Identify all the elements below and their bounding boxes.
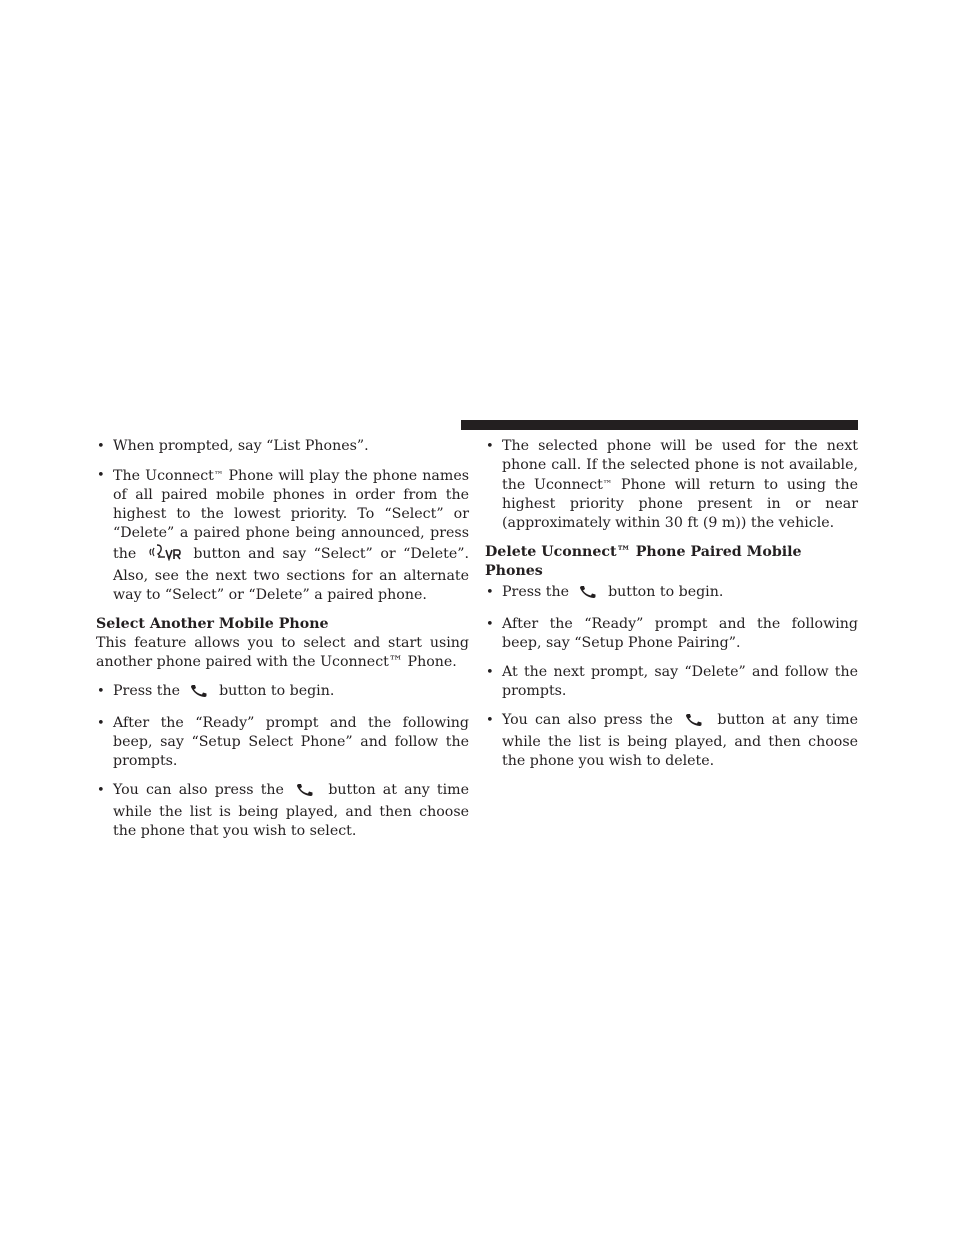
bullet-mark: • <box>97 716 105 731</box>
phone-handset-icon <box>684 713 706 733</box>
intro-bullet-list <box>96 437 469 605</box>
list-item: • When prompted, say “List Phones”. <box>97 438 369 454</box>
bullet-mark: • <box>486 713 494 728</box>
section-heading: Delete Uconnect™ Phone Paired Mobile Phones <box>485 544 802 579</box>
bullet-mark: • <box>97 783 105 798</box>
section-heading: Select Another Mobile Phone <box>96 616 329 632</box>
selected-phone-bullet-list <box>485 437 858 533</box>
bullet-mark: • <box>486 617 494 632</box>
phone-handset-icon <box>295 783 317 803</box>
select-phone-bullet-list <box>96 682 469 841</box>
bullet-mark: • <box>486 439 494 454</box>
list-item: • You can also press the button at any time while the list is being played, and then choose the phone that you wish to select. <box>97 782 469 839</box>
list-item: • Press the button to begin. <box>96 682 469 704</box>
bullet-mark: • <box>97 684 105 699</box>
list-item: • After the “Ready” prompt and the following beep, say “Setup Select Phone” and follow the prompts. <box>97 715 469 769</box>
left-column <box>96 437 469 851</box>
list-item: • After the “Ready” prompt and the following beep, say “Setup Phone Pairing”. <box>486 616 858 651</box>
bullet-mark: • <box>97 439 105 454</box>
bullet-mark: • <box>486 665 494 680</box>
list-item: • You can also press the button at any time while the list is being played, and then choose the phone you wish to delete. <box>486 712 858 769</box>
phone-handset-icon <box>578 585 600 605</box>
list-item: • The selected phone will be used for the next phone call. If the selected phone is not available, the Uconnect™ Phone will return to using the highest priority phone present in or near (approximately within 30 ft (9 m)) the vehicle. <box>486 438 858 531</box>
section-intro: This feature allows you to select and start using another phone paired with the Uconnect™ Phone. <box>96 635 469 670</box>
voice-recognition-icon <box>148 543 182 567</box>
list-item: • The Uconnect™ Phone will play the phone names of all paired mobile phones in order from the highest to the lowest priority. To “Select” or “Delete” a paired phone being announced, press the button and say “Select” or “Delete”. Also, see the next two sections for an alternate way to “Select” or “Delete” a paired phone. <box>97 468 469 603</box>
phone-handset-icon <box>189 684 211 704</box>
list-item: • Press the button to begin. <box>485 583 858 605</box>
bullet-mark: • <box>97 468 105 483</box>
right-column <box>485 437 858 781</box>
bullet-mark: • <box>486 585 494 600</box>
header-rule <box>461 420 858 430</box>
list-item: • At the next prompt, say “Delete” and follow the prompts. <box>486 664 858 699</box>
delete-phone-bullet-list <box>485 583 858 771</box>
